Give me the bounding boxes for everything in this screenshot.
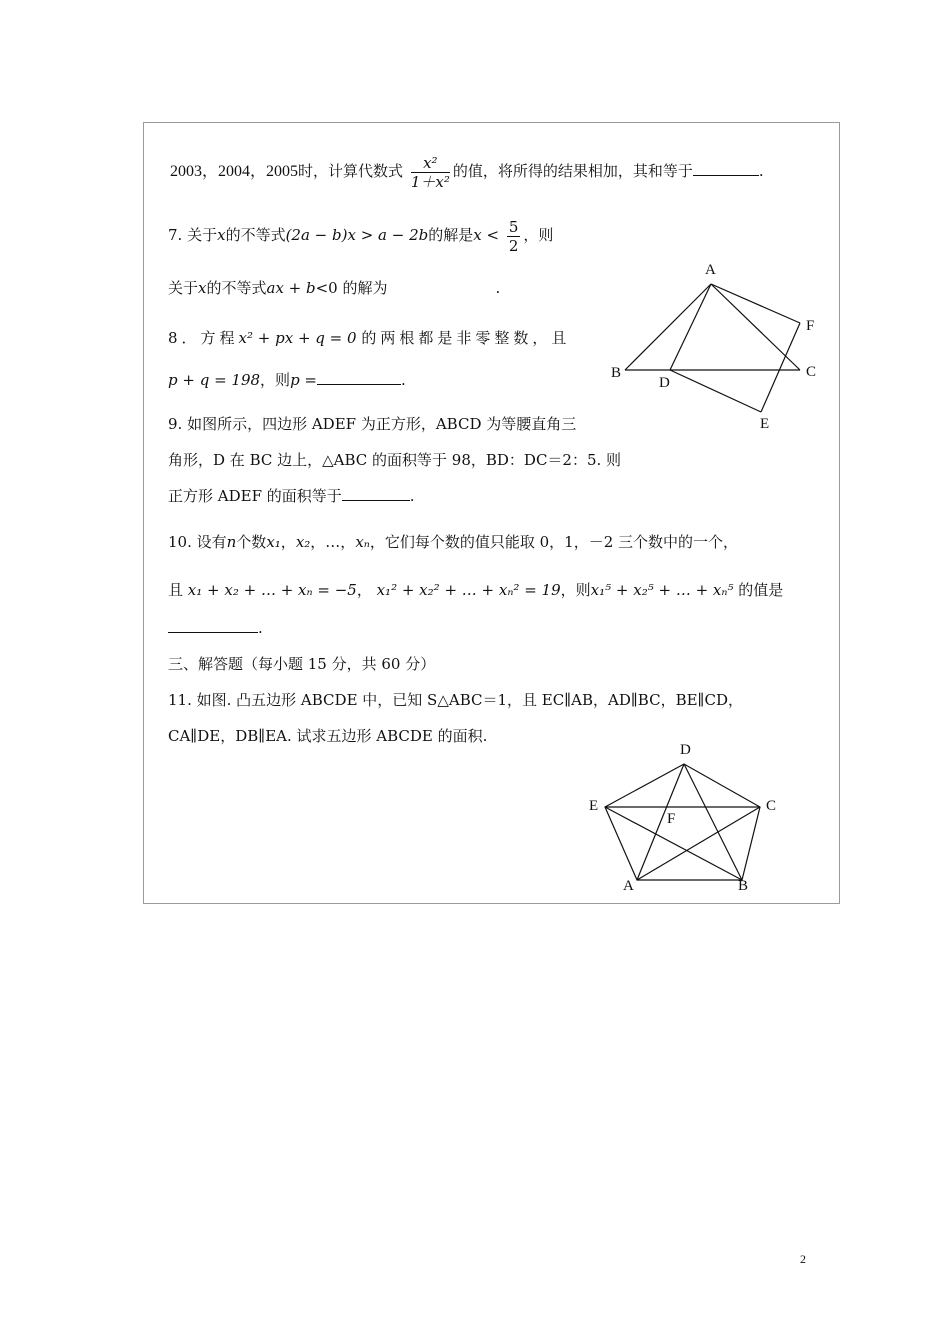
q8-answer-blank[interactable] [317, 384, 401, 385]
q7-var-x: x [217, 226, 226, 244]
q7-frac-den: 2 [508, 236, 519, 255]
page-number: 2 [800, 1252, 806, 1266]
q7-text-a: 7. 关于 [168, 226, 218, 244]
pentagon-star-figure [590, 750, 780, 890]
q8-line-1 [168, 328, 570, 348]
fig2-label-f: F [667, 811, 676, 827]
q6-answer-blank[interactable] [693, 175, 759, 176]
q10-xn: xₙ [355, 533, 370, 551]
q6-line [170, 140, 764, 203]
q10-x1: x₁ [266, 533, 281, 551]
fig1-label-c: C [806, 364, 817, 380]
q9-text: 正方形 ADEF 的面积等于 [168, 487, 342, 505]
fig2-label-e: E [589, 798, 599, 814]
q8-text-c: ，则 [260, 371, 291, 389]
q7-line2-end: . [495, 279, 501, 297]
q10-sum-2: x₁² + x₂² + … + xₙ² = 19 [376, 581, 561, 599]
fig1-label-e: E [760, 416, 770, 432]
q7-line-2 [168, 278, 500, 298]
fig1-side-ab [625, 284, 711, 370]
fig2-label-b: B [738, 878, 749, 894]
q7-solution: x < [473, 226, 500, 244]
q7-line2-c: <0 的解为 [315, 279, 388, 297]
q6-post: 的值，将所得的结果相加，其和等于 [452, 162, 693, 180]
fig1-label-a: A [705, 262, 716, 278]
q10-value: 的值是 [738, 581, 784, 599]
q7-inequality: (2a − b)x > a − 2b [285, 226, 429, 244]
q9-answer-blank[interactable] [342, 500, 410, 501]
q6-pre: 时，计算代数式 [298, 162, 404, 180]
q7-text-c: 的解是 [428, 226, 474, 244]
q6-frac-num: x² [411, 154, 450, 173]
square-triangle-figure [600, 260, 830, 440]
fig2-label-d: D [680, 742, 691, 758]
q9-line-3 [168, 486, 415, 506]
fig1-side-ad [670, 284, 711, 370]
q10-text-b: 个数 [236, 533, 267, 551]
q10-answer-blank[interactable] [168, 632, 258, 633]
fig2-diagonal-ac [637, 807, 760, 880]
fig2-diagonal-ad [637, 764, 684, 880]
q8-p: p = [290, 371, 318, 389]
q11-line-2: CA∥DE，DB∥EA. 试求五边形 ABCDE 的面积. [168, 727, 488, 745]
q7-line2-a: 关于 [168, 279, 199, 297]
q6-frac-den: 1＋x² [410, 172, 450, 191]
fig1-label-d: D [659, 375, 670, 391]
q10-text-a: 10. 设有 [168, 533, 227, 551]
q8-text-b: 的两根都是非零整数，且 [361, 329, 571, 347]
q8-sum: p + q = 198 [168, 371, 261, 389]
q8-line-2 [168, 370, 406, 390]
q7-frac-num: 5 [508, 217, 519, 236]
q10-sum-1: x₁ + x₂ + … + xₙ = −5 [187, 581, 357, 599]
q10-sum-3: x₁⁵ + x₂⁵ + … + xₙ⁵ [590, 581, 734, 599]
fig2-label-a: A [623, 878, 634, 894]
fig1-side-ac [711, 284, 800, 370]
q7-text-d: ，则 [523, 226, 554, 244]
q6-end: . [758, 162, 764, 180]
q8-end: . [401, 371, 406, 389]
q6-years: 2003，2004，2005 [170, 163, 299, 180]
q10-text-c: ，它们每个数的值只能取 0，1，－2 三个数中的一个， [369, 533, 739, 551]
q9-end: . [409, 487, 415, 505]
fig2-label-c: C [766, 798, 777, 814]
q7-var-x-2: x [198, 279, 207, 297]
q10-line-3 [168, 618, 263, 638]
section-3-title: 三、解答题（每小题 15 分，共 60 分） [168, 655, 436, 673]
q10-x2: x₂ [295, 533, 311, 551]
q10-line-2: 且 x₁ + x₂ + … + xₙ = −5， x₁² + x₂² + … + xₙ² = 19，则x₁⁵ + x₂⁵ + … + xₙ⁵ 的值是 [168, 581, 784, 599]
q7-line-1 [168, 207, 553, 263]
q10-then: ，则 [560, 581, 591, 599]
q10-var-n: n [226, 533, 237, 551]
fig2-pentagon [605, 764, 760, 880]
q10-line-1: 10. 设有n个数x₁，x₂，…，xₙ，它们每个数的值只能取 0，1，－2 三个数中的一个， [168, 533, 739, 551]
q11-line-1: 11. 如图. 凸五边形 ABCDE 中，已知 S△ABC＝1，且 EC∥AB，AD∥BC，BE∥CD， [168, 691, 743, 709]
fig2-diagonal-bd [684, 764, 742, 880]
fig1-label-f: F [806, 318, 815, 334]
q8-text-a: 8．方程 [168, 329, 239, 347]
q10-dots: ，…， [310, 533, 356, 551]
q10-end: . [258, 619, 263, 637]
fig1-side-ef [761, 323, 800, 412]
q10-and: 且 [168, 581, 184, 599]
fig1-side-de [670, 370, 761, 412]
q7-fraction [507, 218, 521, 255]
q8-equation: x² + px + q = 0 [238, 329, 357, 347]
q7-inequality-2: ax + b [266, 279, 316, 297]
fig1-side-fa [711, 284, 800, 323]
q6-fraction [411, 154, 450, 191]
q9-line-1: 9. 如图所示，四边形 ADEF 为正方形，ABCD 为等腰直角三 [168, 415, 577, 433]
fig1-label-b: B [611, 365, 622, 381]
q7-text-b: 的不等式 [225, 226, 286, 244]
q7-line2-b: 的不等式 [206, 279, 267, 297]
q9-line-2: 角形，D 在 BC 边上，△ABC 的面积等于 98，BD：DC＝2：5. 则 [168, 451, 622, 469]
